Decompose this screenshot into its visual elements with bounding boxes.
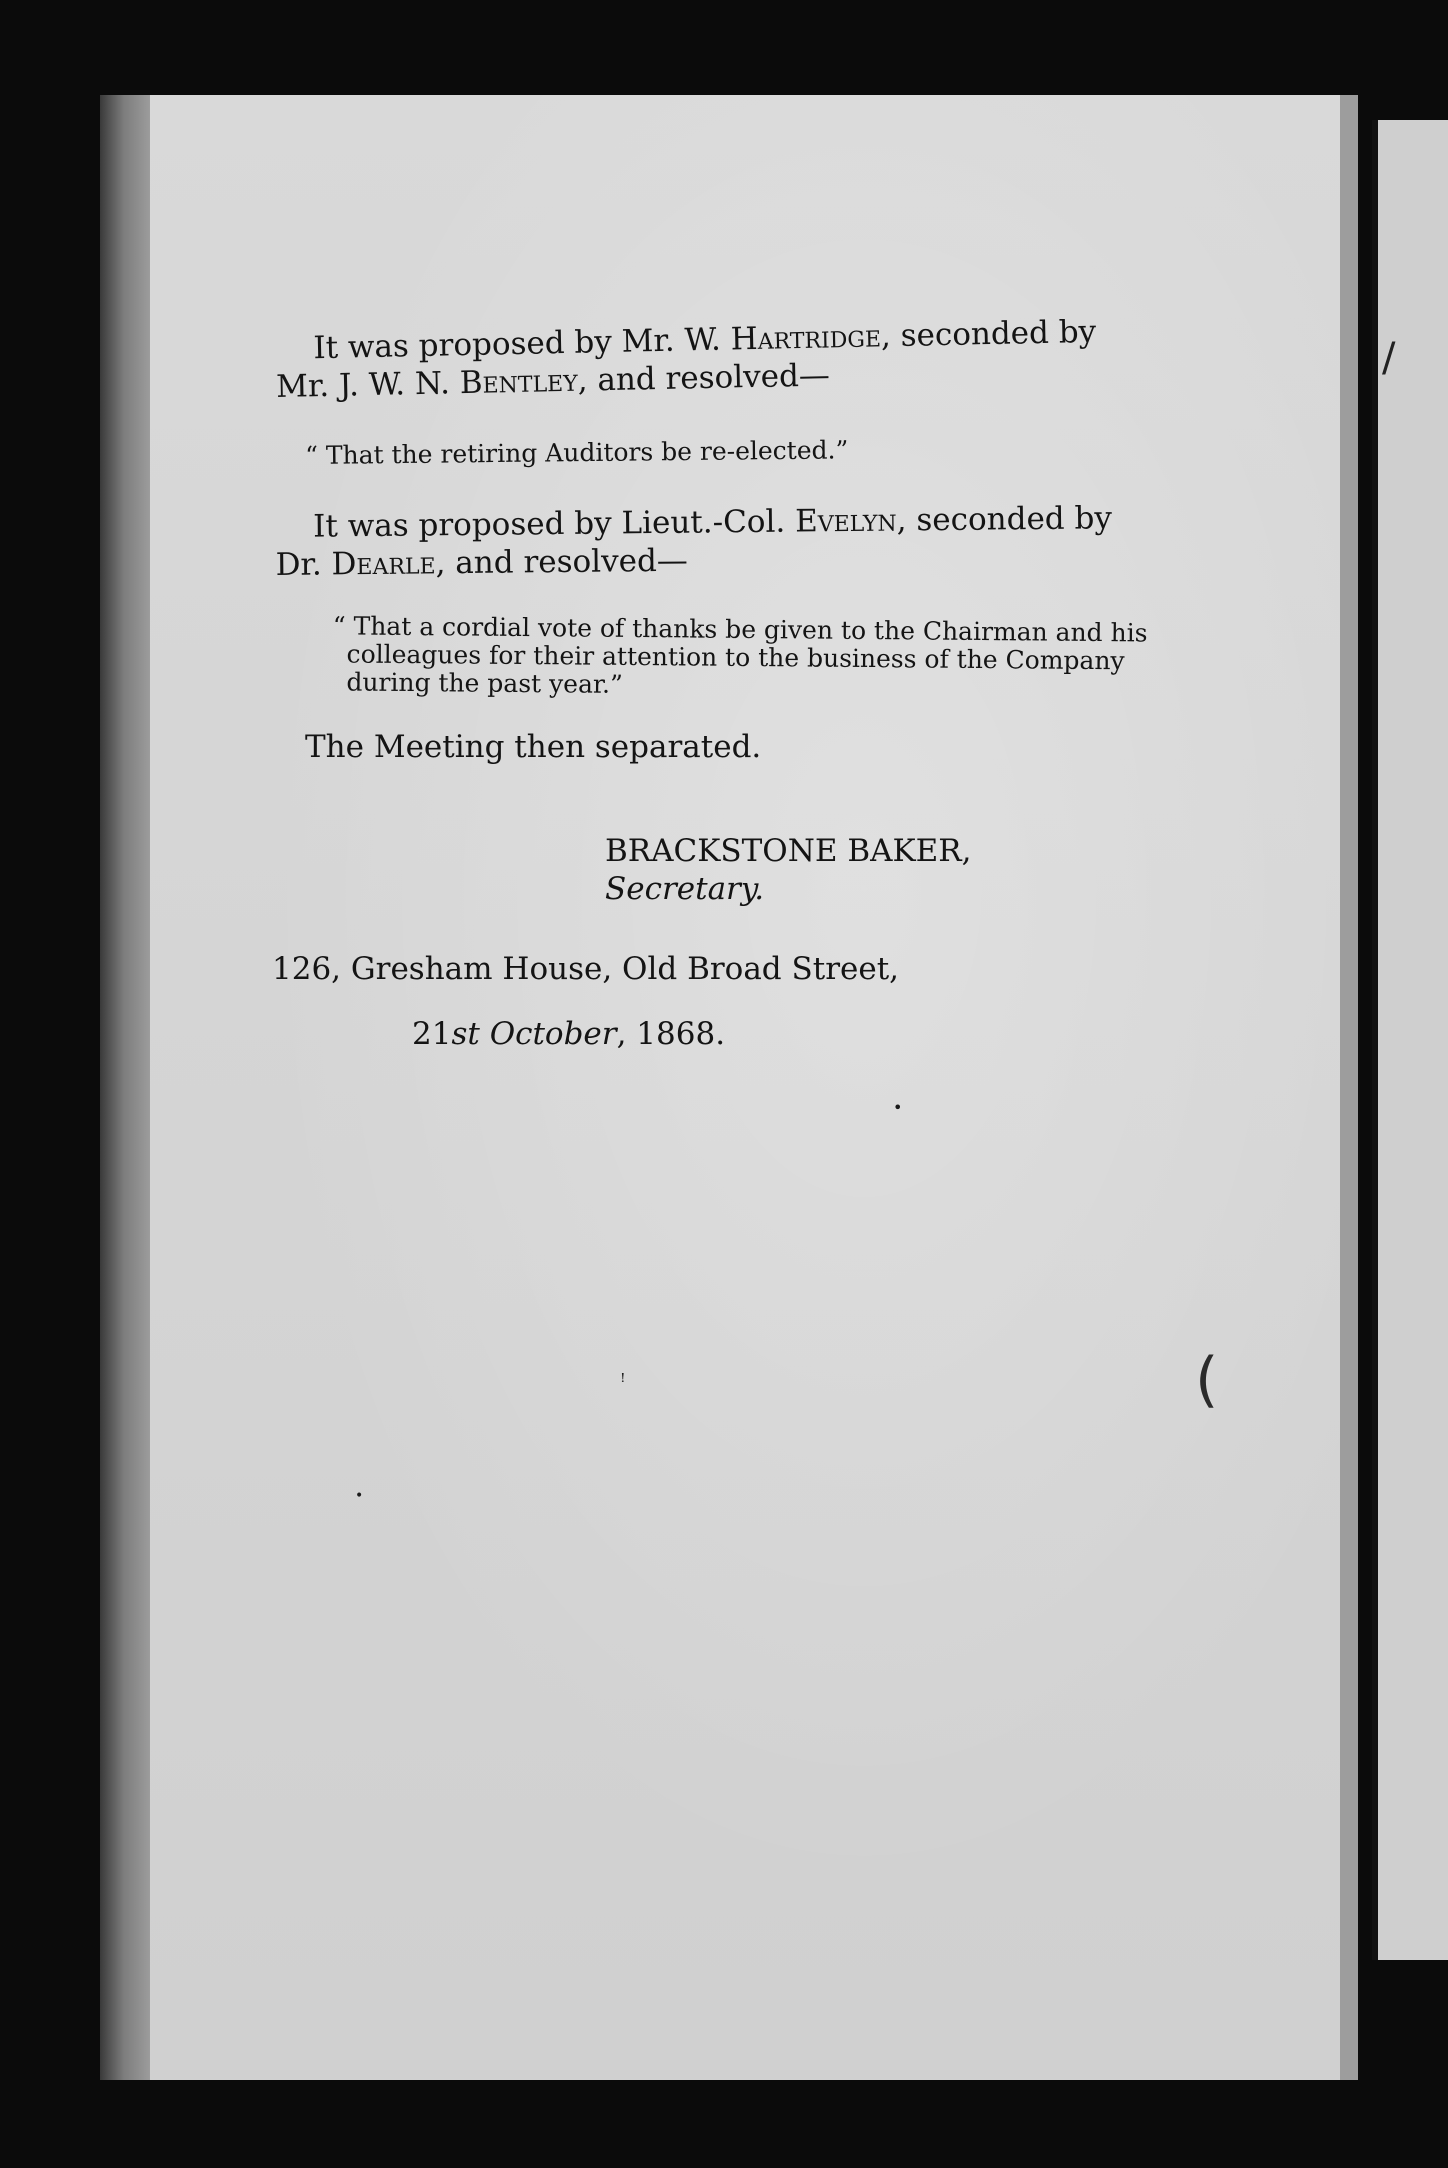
- adjacent-page: [1372, 120, 1448, 1960]
- page-speck: /: [1382, 335, 1396, 381]
- page-speck: (: [1195, 1345, 1219, 1415]
- resolution-thanks-quote: “ That a cordial vote of thanks be given to the Chairman and his colleagues for their attention to the business of the Company during the past year.”: [332, 611, 1148, 699]
- date-line: 21st October, 1868.: [412, 1016, 726, 1052]
- page-speck: •: [893, 1098, 903, 1117]
- secretary-title: Secretary.: [605, 871, 765, 907]
- evelyn-name: Evelyn: [794, 502, 897, 540]
- dearle-name: Dearle: [331, 545, 436, 583]
- hartridge-name: Hartridge: [730, 318, 882, 358]
- signature-line: [605, 832, 1125, 908]
- address-line: 126, Gresham House, Old Broad Street,: [272, 951, 900, 987]
- page-speck: •: [355, 1488, 364, 1504]
- resolution-auditors-quote: “ That the retiring Auditors be re-elected.”: [304, 435, 849, 470]
- page-edge: [1340, 95, 1358, 2080]
- page-speck: ꜝ: [620, 1370, 626, 1395]
- secretary-name: BRACKSTONE BAKER,: [605, 833, 972, 869]
- bentley-name: Bentley: [459, 362, 579, 402]
- resolution-thanks-paragraph: It was proposed by Lieut.-Col. Evelyn, seconded by Dr. Dearle, and resolved—: [275, 500, 1113, 583]
- closing-line: The Meeting then separated.: [305, 729, 762, 765]
- resolution-auditors-paragraph: It was proposed by Mr. W. Hartridge, seconded by Mr. J. W. N. Bentley, and resolved—: [275, 313, 1097, 405]
